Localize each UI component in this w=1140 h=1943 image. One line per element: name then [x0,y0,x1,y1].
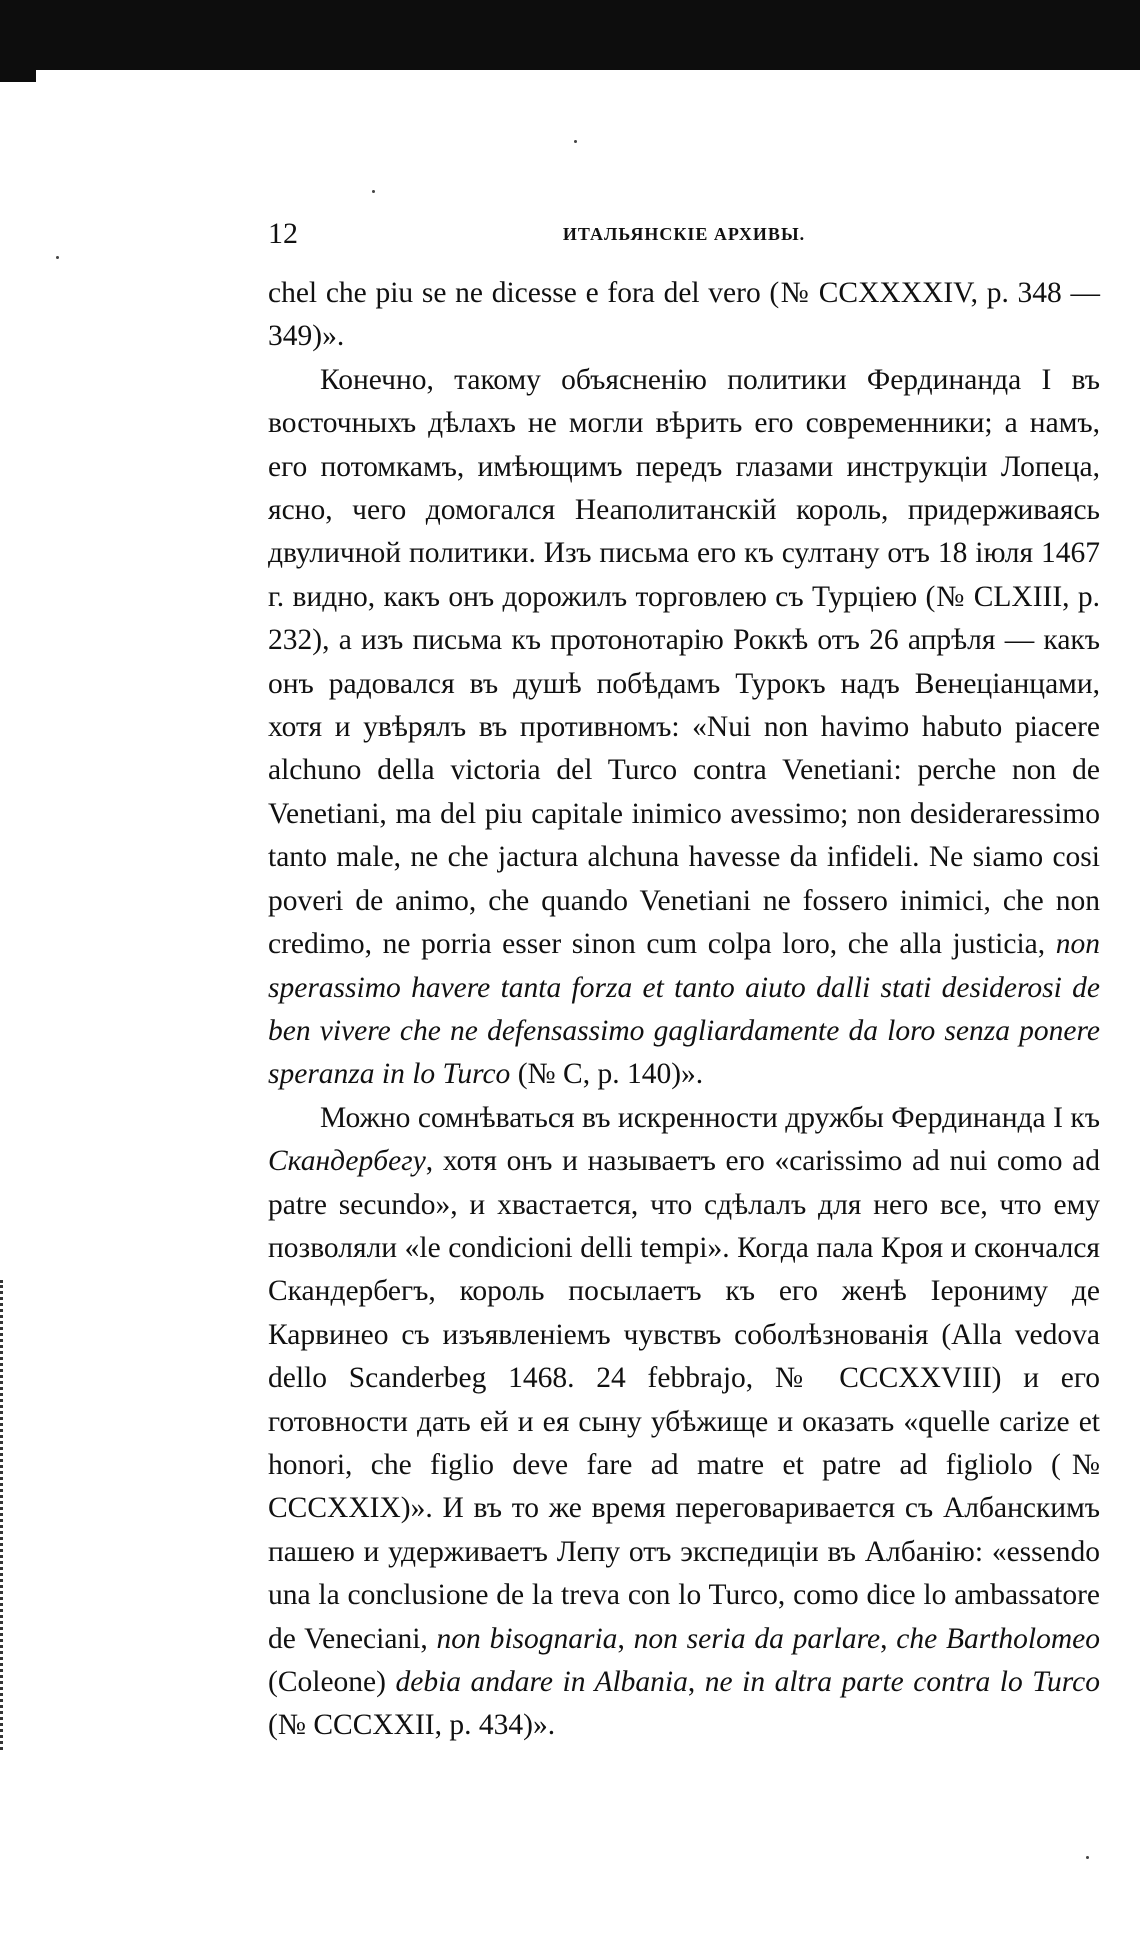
body-text [268,272,1100,1748]
italic-run: non sperassimo havere tanta forza et tanto aiuto dalli stati desiderosi de ben vivere che ne defensassimo gagliardamente da loro senza ponere speranza in lo Turco [268,928,1100,1091]
scan-speck [56,256,59,259]
page-header [268,216,1100,252]
paragraph [268,272,1100,359]
text-run: (№ C, p. 140)». [510,1058,704,1091]
paragraph [268,1097,1100,1748]
text-run: Можно сомнѣваться въ искренности дружбы Фердинанда I къ [320,1101,1100,1134]
italic-run: Скандербегу [268,1145,426,1178]
text-run: , [617,1622,634,1655]
text-run: chel che piu se ne dicesse e fora del vero (№ CCXXXXIV, p. 348 — 349)». [268,277,1100,353]
text-run: (Coleone) [268,1666,396,1698]
scan-top-black-band [0,0,1140,70]
paragraph [268,359,1100,1097]
scan-left-edge-marks [0,1280,13,1750]
running-head: ИТАЛЬЯНСКІЕ АРХИВЫ. [562,224,806,244]
text-run: , [687,1666,705,1698]
text-run: (№ CCCXXII, p. 434)». [268,1709,556,1742]
scan-speck [372,190,375,193]
text-run: , хотя онъ и называетъ его «carissimo ad nui como ad patre secundo», и хвастается, что сдѣлалъ для него все, что ему позволяли «le condicioni delli tempi». Когда пала Кроя и скончался Скандербегъ, король посылаетъ къ его женѣ Іерониму де Карвинео съ изъявленіемъ чувствъ соболѣзнованія (Alla vedova dello Scanderbeg 1468. 24 febbrajo, № CCCXXVIII) и его готовности дать ей и ея сыну убѣжище и оказать «quelle carize et honori, che figlio deve fare ad matre et patre ad figliolo (№ CCCXXIX)». И въ то же время переговаривается съ Албанскимъ пашею и удерживаетъ Лепу отъ экспедиціи въ Албанію: «essendo una la conclusione de la treva con lo Turco, como dice lo ambassatore de Veneciani, [268,1145,1100,1655]
scan-top-left-notch [0,50,36,82]
italic-run: che Bartholomeo [896,1622,1101,1655]
scan-speck [1086,1856,1089,1859]
italic-run: non bisognaria [436,1622,618,1655]
italic-run: ne in altra parte contra lo Turco [704,1666,1101,1698]
page-number: 12 [268,217,298,250]
scan-speck [574,140,577,143]
text-run: , [880,1622,897,1655]
italic-run: debia andare in Albania [395,1666,688,1698]
italic-run: non seria da parlare [633,1622,881,1655]
text-run: Конечно, такому объясненію политики Фердинанда I въ восточныхъ дѣлахъ не могли вѣрить его современники; а намъ, его потомкамъ, имѣющимъ передъ глазами инструкціи Лопеца, ясно, чего домогался Неаполитанскій король, придерживаясь двуличной политики. Изъ письма его къ султану отъ 18 іюля 1467 г. видно, какъ онъ дорожилъ торговлею съ Турціею (№ CLXIII, p. 232), а изъ письма къ протонотарію Роккѣ отъ 26 апрѣля — какъ онъ радовался въ душѣ побѣдамъ Турокъ надъ Венеціанцами, хотя и увѣрялъ въ противномъ: «Nui non havimo habuto piacere alchuno della victoria del Turco contra Venetiani: perche non de Venetiani, ma del piu capitale inimico avessimo; non desideraressimo tanto male, ne che jactura alchuna havesse da infideli. Ne siamo cosi poveri de animo, che quando Venetiani ne fossero inimici, che non credimo, ne porria esser sinon cum colpa loro, che alla justicia, [268,363,1100,961]
